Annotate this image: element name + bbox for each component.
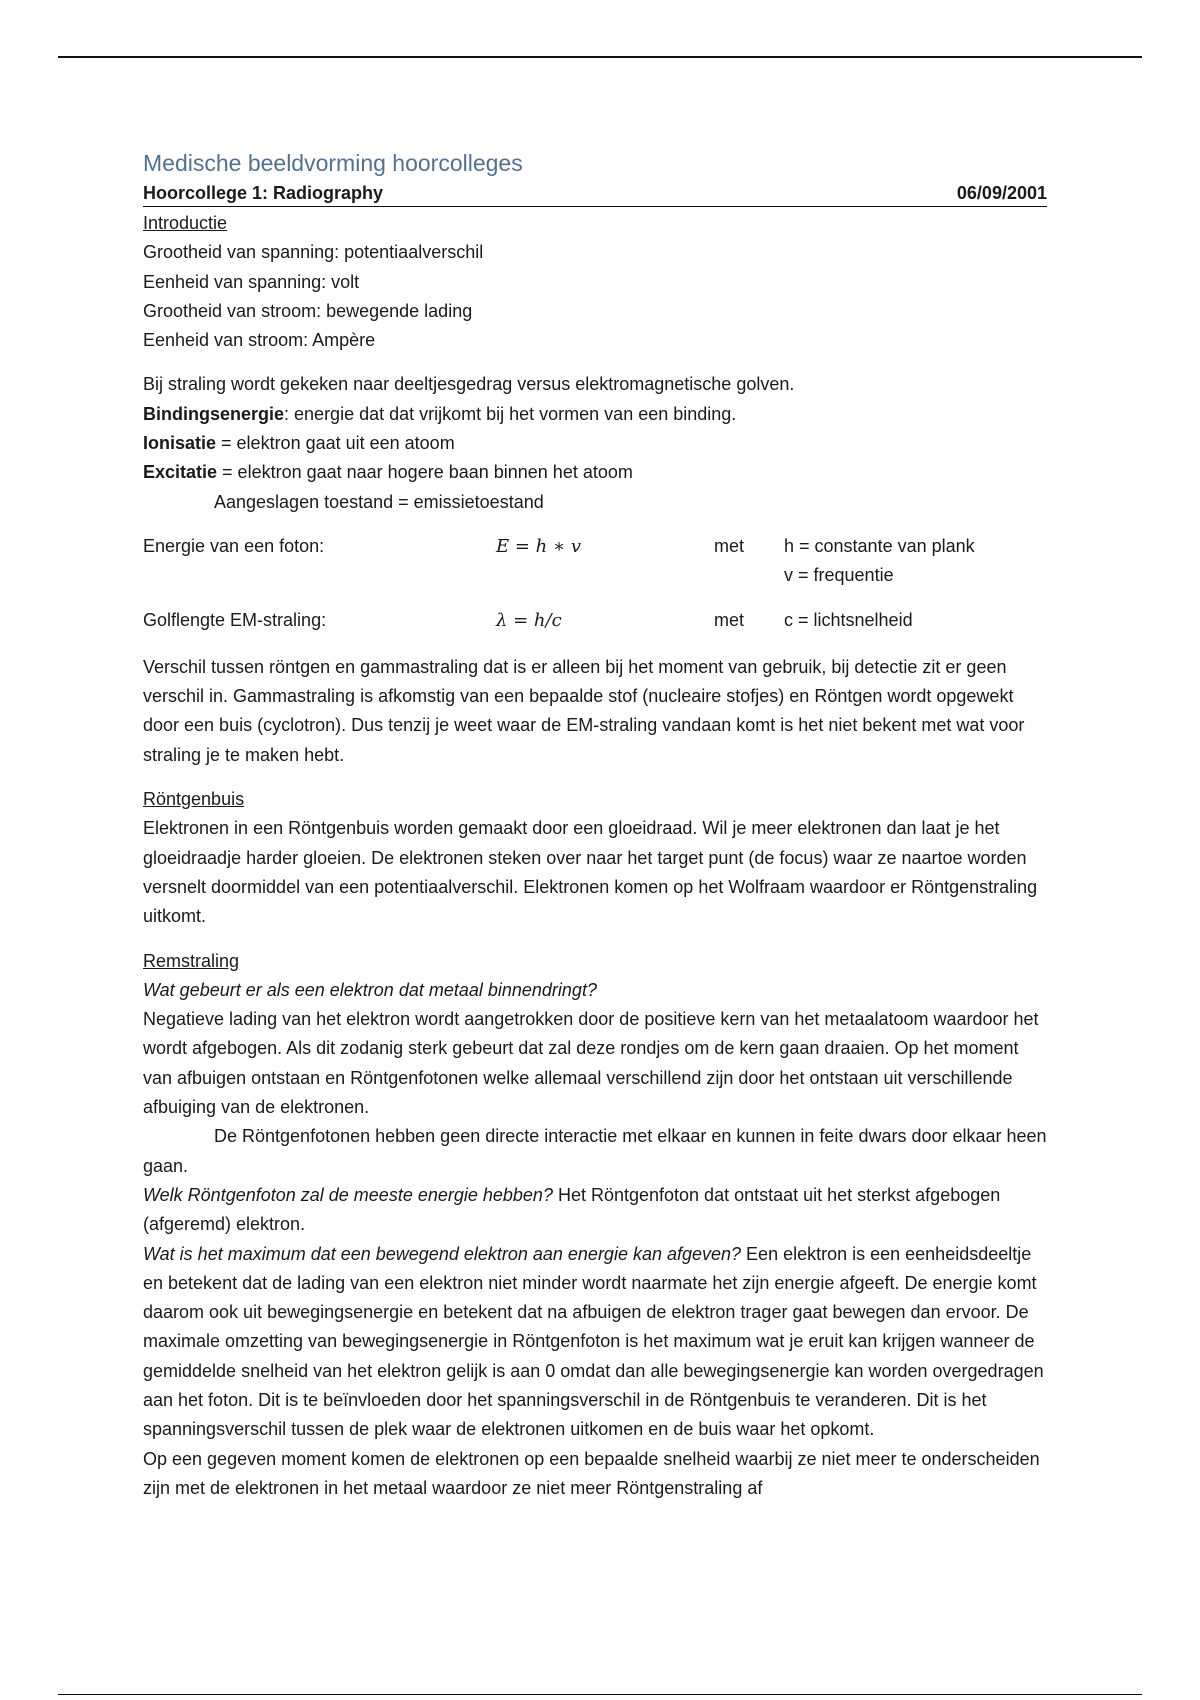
remstraling-qa: Welk Röntgenfoton zal de meeste energie hebben? Het Röntgenfoton dat ontstaat uit het sterkst afgebogen (afgeremd) elektron. bbox=[143, 1184, 1001, 1235]
footer-rule bbox=[58, 1694, 1142, 1695]
remstraling-qa: Wat is het maximum dat een bewegend elektron aan energie kan afgeven? Een elektron is een eenheidsdeeltje en betekent dat de lading van een elektron niet minder wordt naarmate het zijn energie afgeeft. De energie komt daarom ook uit bewegingsenergie en betekent dat na afbuigen de elektron trager gaat bewegen dan ervoor. De maximale omzetting van bewegingsenergie in Röntgenfoton is het maximum wat je eruit kan krijgen wanneer de gemiddelde snelheid van het elektron gelijk is aan 0 omdat dan alle bewegingsenergie kan worden overgedragen aan het foton. Dit is te beïnvloeden door het spanningsverschil in de Röntgenbuis te veranderen. Dit is het spanningsverschil tussen de plek waar de elektronen uitkomen en de buis waar het opkomt. bbox=[143, 1243, 1044, 1440]
intro-line: Eenheid van stroom: Ampère bbox=[143, 330, 376, 351]
formula-note: v = frequentie bbox=[784, 565, 894, 586]
formula: λ = h/c bbox=[496, 609, 562, 631]
excitatie-term: Excitatie bbox=[143, 462, 218, 483]
lecture-title: Hoorcollege 1: Radiography bbox=[143, 183, 384, 203]
section-heading-remstraling: Remstraling bbox=[143, 950, 240, 971]
formula-note: c = lichtsnelheid bbox=[784, 609, 913, 630]
intro-line: Grootheid van stroom: bewegende lading bbox=[143, 300, 473, 321]
ionisatie-line: Ionisatie = elektron gaat uit een atoom bbox=[143, 433, 455, 454]
header-rule bbox=[58, 56, 1142, 58]
aangeslagen-line: Aangeslagen toestand = emissietoestand bbox=[214, 491, 544, 512]
remstraling-question: Wat is het maximum dat een bewegend elektron aan energie kan afgeven? bbox=[143, 1243, 742, 1264]
formula-met: met bbox=[714, 535, 745, 556]
formula-met: met bbox=[714, 609, 745, 630]
ionisatie-term: Ionisatie bbox=[143, 433, 217, 454]
intro-line: Grootheid van spanning: potentiaalverschil bbox=[143, 242, 484, 263]
lecture-header bbox=[143, 180, 1047, 207]
intro-line: Eenheid van spanning: volt bbox=[143, 271, 360, 292]
remstraling-question: Wat gebeurt er als een elektron dat metaal binnendringt? bbox=[143, 979, 597, 1000]
section-heading-rontgenbuis: Röntgenbuis bbox=[143, 789, 245, 810]
section-heading-introductie: Introductie bbox=[143, 213, 228, 233]
document-page bbox=[143, 146, 1047, 1503]
formula: E = h ∗ v bbox=[496, 535, 582, 557]
bindingsenergie-term: Bindingsenergie bbox=[143, 403, 285, 424]
formula-row-golflengte bbox=[143, 606, 1047, 635]
document-title: Medische beeldvorming hoorcolleges bbox=[143, 150, 523, 176]
lecture-date: 06/09/2001 bbox=[956, 183, 1047, 203]
excitatie-line: Excitatie = elektron gaat naar hogere baan binnen het atoom bbox=[143, 462, 633, 483]
remstraling-paragraph: Negatieve lading van het elektron wordt aangetrokken door de positieve kern van het metaalatoom waardoor het wordt afgebogen. Als dit zodanig sterk gebeurt dat zal deze rondjes om de kern gaan draaien. Op het moment van afbuigen ontstaan en Röntgenfotonen welke allemaal verschillend zijn door het ontstaan uit verschillende afbuiging van de elektronen. bbox=[143, 1009, 1039, 1118]
formula-note: h = constante van plank bbox=[784, 535, 975, 556]
remstraling-paragraph: Op een gegeven moment komen de elektronen op een bepaalde snelheid waarbij ze niet meer te onderscheiden zijn met de elektronen in het metaal waardoor ze niet meer Röntgenstraling af bbox=[143, 1448, 1040, 1498]
verschil-paragraph: Verschil tussen röntgen en gammastraling dat is er alleen bij het moment van gebruik, bij detectie zit er geen verschil in. Gammastraling is afkomstig van een bepaalde stof (nucleaire stofjes) en Röntgen wordt opgewekt door een buis (cyclotron). Dus tenzij je weet waar de EM-straling vandaan komt is het niet bekent met wat voor straling je te maken hebt. bbox=[143, 656, 1025, 765]
straling-line: Bij straling wordt gekeken naar deeltjesgedrag versus elektromagnetische golven. bbox=[143, 374, 795, 395]
formula-label: Golflengte EM-straling: bbox=[143, 609, 327, 630]
remstraling-paragraph: De Röntgenfotonen hebben geen directe interactie met elkaar en kunnen in feite dwars door elkaar heen gaan. bbox=[143, 1126, 1047, 1176]
formula-row-energie bbox=[143, 532, 1047, 591]
remstraling-question: Welk Röntgenfoton zal de meeste energie hebben? bbox=[143, 1184, 553, 1205]
formula-label: Energie van een foton: bbox=[143, 535, 325, 556]
rontgenbuis-paragraph: Elektronen in een Röntgenbuis worden gemaakt door een gloeidraad. Wil je meer elektronen dan laat je het gloeidraadje harder gloeien. De elektronen steken over naar het target punt (de focus) waar ze naartoe worden versnelt doormiddel van een potentiaalverschil. Elektronen komen op het Wolfraam waardoor er Röntgenstraling uitkomt. bbox=[143, 818, 1038, 927]
formula-notes bbox=[784, 532, 1047, 591]
bindingsenergie-line: Bindingsenergie: energie dat dat vrijkomt bij het vormen van een binding. bbox=[143, 403, 737, 424]
